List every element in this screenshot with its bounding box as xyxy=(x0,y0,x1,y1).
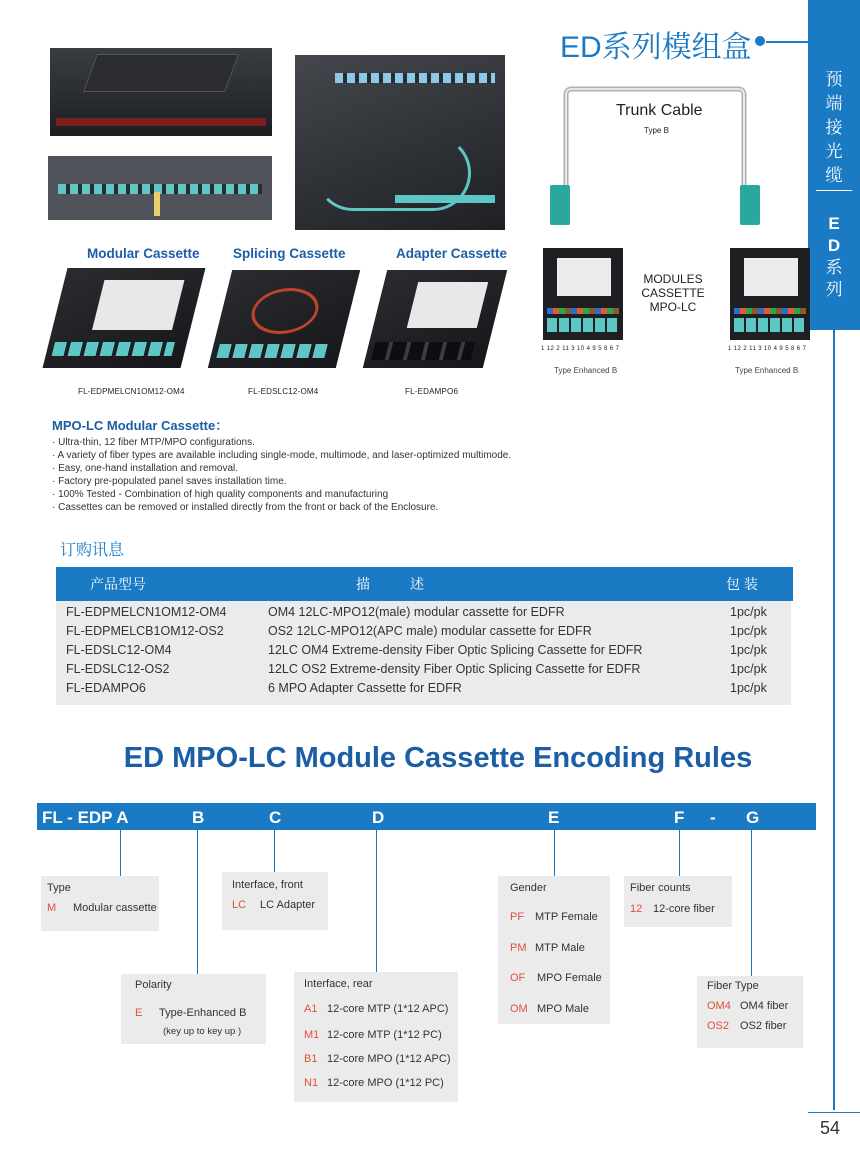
gender-code: OM xyxy=(510,1003,528,1015)
cassette-left-image xyxy=(543,248,623,340)
gender-code: PM xyxy=(510,942,527,954)
feature-item: · Easy, one-hand installation and removal. xyxy=(52,463,239,474)
enclosure-open-photo xyxy=(295,55,505,230)
side-tab-series-char: D xyxy=(827,236,841,255)
col-header-desc-2: 述 xyxy=(410,576,424,592)
order-cell-desc: 6 MPO Adapter Cassette for EDFR xyxy=(268,681,462,695)
code-e: E xyxy=(548,808,560,827)
order-cell-pack: 1pc/pk xyxy=(730,681,767,695)
type-box-title: Type xyxy=(47,882,71,894)
side-tab xyxy=(808,0,860,330)
fiber-type-title: Fiber Type xyxy=(707,980,759,992)
gender-box-title: Gender xyxy=(510,882,547,894)
title-rule xyxy=(766,41,810,43)
interface-rear-desc: 12-core MPO (1*12 PC) xyxy=(327,1077,444,1089)
code-c: C xyxy=(269,808,282,827)
connector-line xyxy=(376,830,377,972)
code-g: G xyxy=(746,808,760,827)
adapter-cassette-label: Adapter Cassette xyxy=(396,246,508,261)
side-tab-divider xyxy=(816,190,852,191)
cassette-line: CASSETTE xyxy=(641,286,705,300)
modules-cassette-label xyxy=(640,272,706,314)
connector-line xyxy=(554,830,555,876)
interface-rear-code: A1 xyxy=(304,1003,318,1015)
modular-cassette-label: Modular Cassette xyxy=(87,246,200,261)
interface-rear-desc: 12-core MTP (1*12 APC) xyxy=(327,1003,449,1015)
title-dot xyxy=(755,36,765,46)
fiber-counts-title: Fiber counts xyxy=(630,882,691,894)
order-cell-model: FL-EDAMPO6 xyxy=(66,681,146,695)
mtp-connector-right xyxy=(740,185,760,225)
type-code: M xyxy=(47,902,57,914)
order-cell-pack: 1pc/pk xyxy=(730,662,767,676)
order-cell-desc: OM4 12LC-MPO12(male) modular cassette for EDFR xyxy=(268,605,565,619)
feature-item: · 100% Tested - Combination of high quality components and manufacturing xyxy=(52,489,389,500)
page-title: ED系列模组盒 xyxy=(560,31,752,64)
trunk-cable-label: Trunk Cable xyxy=(616,102,703,119)
interface-rear-desc: 12-core MPO (1*12 APC) xyxy=(327,1053,451,1065)
right-cassette-caption: Type Enhanced B xyxy=(735,366,799,375)
modular-part-number: FL-EDPMELCN1OM12-OM4 xyxy=(78,387,185,396)
feature-item: · A variety of fiber types are available including single-mode, multimode, and laser-optimized multimode. xyxy=(52,450,512,461)
side-rule xyxy=(833,330,835,1110)
gender-desc: MPO Male xyxy=(537,1003,589,1015)
side-tab-char: 预 xyxy=(825,70,843,89)
order-cell-pack: 1pc/pk xyxy=(730,605,767,619)
side-tab-char: 接 xyxy=(825,118,843,137)
col-header-pack: 包 装 xyxy=(726,576,758,592)
polarity-note: (key up to key up ) xyxy=(163,1026,242,1037)
interface-rear-title: Interface, rear xyxy=(304,978,373,990)
type-desc: Modular cassette xyxy=(73,902,157,914)
page-number: 54 xyxy=(820,1118,841,1138)
splicing-cassette-photo xyxy=(208,270,360,368)
mpo-lc-line: MPO-LC xyxy=(649,300,697,314)
footer-rule xyxy=(808,1112,860,1113)
order-cell-model: FL-EDSLC12-OS2 xyxy=(66,662,170,676)
fiber-type-desc: OS2 fiber xyxy=(740,1020,787,1032)
adapter-cassette-photo xyxy=(363,270,507,368)
code-b: B xyxy=(192,808,205,827)
left-cassette-caption: Type Enhanced B xyxy=(554,366,618,375)
code-prefix: FL - EDP A xyxy=(42,808,129,827)
polarity-code: E xyxy=(135,1007,143,1019)
port-numbers-right: 1 12 2 11 3 10 4 9 5 8 6 7 xyxy=(728,346,807,352)
mtp-connector-left xyxy=(550,185,570,225)
connector-line xyxy=(120,830,121,876)
fiber-counts-desc: 12-core fiber xyxy=(653,903,715,915)
interface-front-title: Interface, front xyxy=(232,879,303,891)
interface-rear-code: B1 xyxy=(304,1053,318,1065)
order-section-title: 订购讯息 xyxy=(60,542,125,559)
gender-code: OF xyxy=(510,972,526,984)
enclosure-ports-photo xyxy=(48,156,272,220)
col-header-model: 产品型号 xyxy=(90,576,146,592)
order-cell-pack: 1pc/pk xyxy=(730,624,767,638)
order-cell-desc: 12LC OS2 Extreme-density Fiber Optic Splicing Cassette for EDFR xyxy=(268,662,641,676)
connector-line xyxy=(679,830,680,876)
enclosure-front-photo xyxy=(50,48,272,136)
order-cell-pack: 1pc/pk xyxy=(730,643,767,657)
polarity-box-title: Polarity xyxy=(135,979,172,991)
fiber-counts-code: 12 xyxy=(630,903,643,915)
interface-front-desc: LC Adapter xyxy=(260,899,316,911)
order-cell-desc: OS2 12LC-MPO12(APC male) modular cassette for EDFR xyxy=(268,624,592,638)
gender-code: PF xyxy=(510,911,525,923)
fiber-type-code: OM4 xyxy=(707,1000,731,1012)
order-cell-model: FL-EDPMELCN1OM12-OM4 xyxy=(66,605,227,619)
cassette-right-image xyxy=(730,248,810,340)
side-tab-char: 端 xyxy=(825,94,843,113)
splicing-part-number: FL-EDSLC12-OM4 xyxy=(248,387,319,396)
fiber-type-desc: OM4 fiber xyxy=(740,1000,789,1012)
side-tab-char: 光 xyxy=(825,142,843,161)
feature-item: · Cassettes can be removed or installed directly from the front or back of the Enclosure. xyxy=(52,502,439,513)
side-tab-series-char: 系 xyxy=(825,258,843,277)
side-tab-char: 缆 xyxy=(825,166,843,185)
code-f: F xyxy=(674,808,685,827)
trunk-cable-type: Type B xyxy=(644,126,669,135)
fiber-type-code: OS2 xyxy=(707,1020,730,1032)
features-title: MPO-LC Modular Cassette： xyxy=(52,418,229,433)
interface-rear-code: N1 xyxy=(304,1077,319,1089)
encoding-rules-title: ED MPO-LC Module Cassette Encoding Rules xyxy=(123,742,753,774)
side-tab-series-char: E xyxy=(828,214,840,233)
connector-line xyxy=(197,830,198,974)
interface-front-code: LC xyxy=(232,899,247,911)
order-table-header xyxy=(56,567,793,601)
code-dash: - xyxy=(710,808,716,827)
encoding-code-bar xyxy=(37,803,816,830)
adapter-part-number: FL-EDAMPO6 xyxy=(405,387,459,396)
order-cell-model: FL-EDSLC12-OM4 xyxy=(66,643,172,657)
interface-rear-desc: 12-core MTP (1*12 PC) xyxy=(327,1029,442,1041)
order-cell-desc: 12LC OM4 Extreme-density Fiber Optic Splicing Cassette for EDFR xyxy=(268,643,643,657)
col-header-desc-1: 描 xyxy=(356,576,370,592)
gender-desc: MPO Female xyxy=(537,972,602,984)
gender-desc: MTP Female xyxy=(535,911,598,923)
port-numbers-left: 1 12 2 11 3 10 4 9 5 8 6 7 xyxy=(541,346,620,352)
code-d: D xyxy=(372,808,385,827)
interface-rear-code: M1 xyxy=(304,1029,320,1041)
feature-item: · Ultra-thin, 12 fiber MTP/MPO configurations. xyxy=(52,437,255,448)
polarity-desc: Type-Enhanced B xyxy=(159,1007,247,1019)
order-cell-model: FL-EDPMELCB1OM12-OS2 xyxy=(66,624,224,638)
connector-line xyxy=(274,830,275,872)
feature-item: · Factory pre-populated panel saves installation time. xyxy=(52,476,287,487)
gender-desc: MTP Male xyxy=(535,942,585,954)
modular-cassette-photo xyxy=(43,268,206,368)
side-tab-series-char: 列 xyxy=(825,280,843,299)
splicing-cassette-label: Splicing Cassette xyxy=(233,246,346,261)
modules-line: MODULES xyxy=(643,272,703,286)
connector-line xyxy=(751,830,752,976)
